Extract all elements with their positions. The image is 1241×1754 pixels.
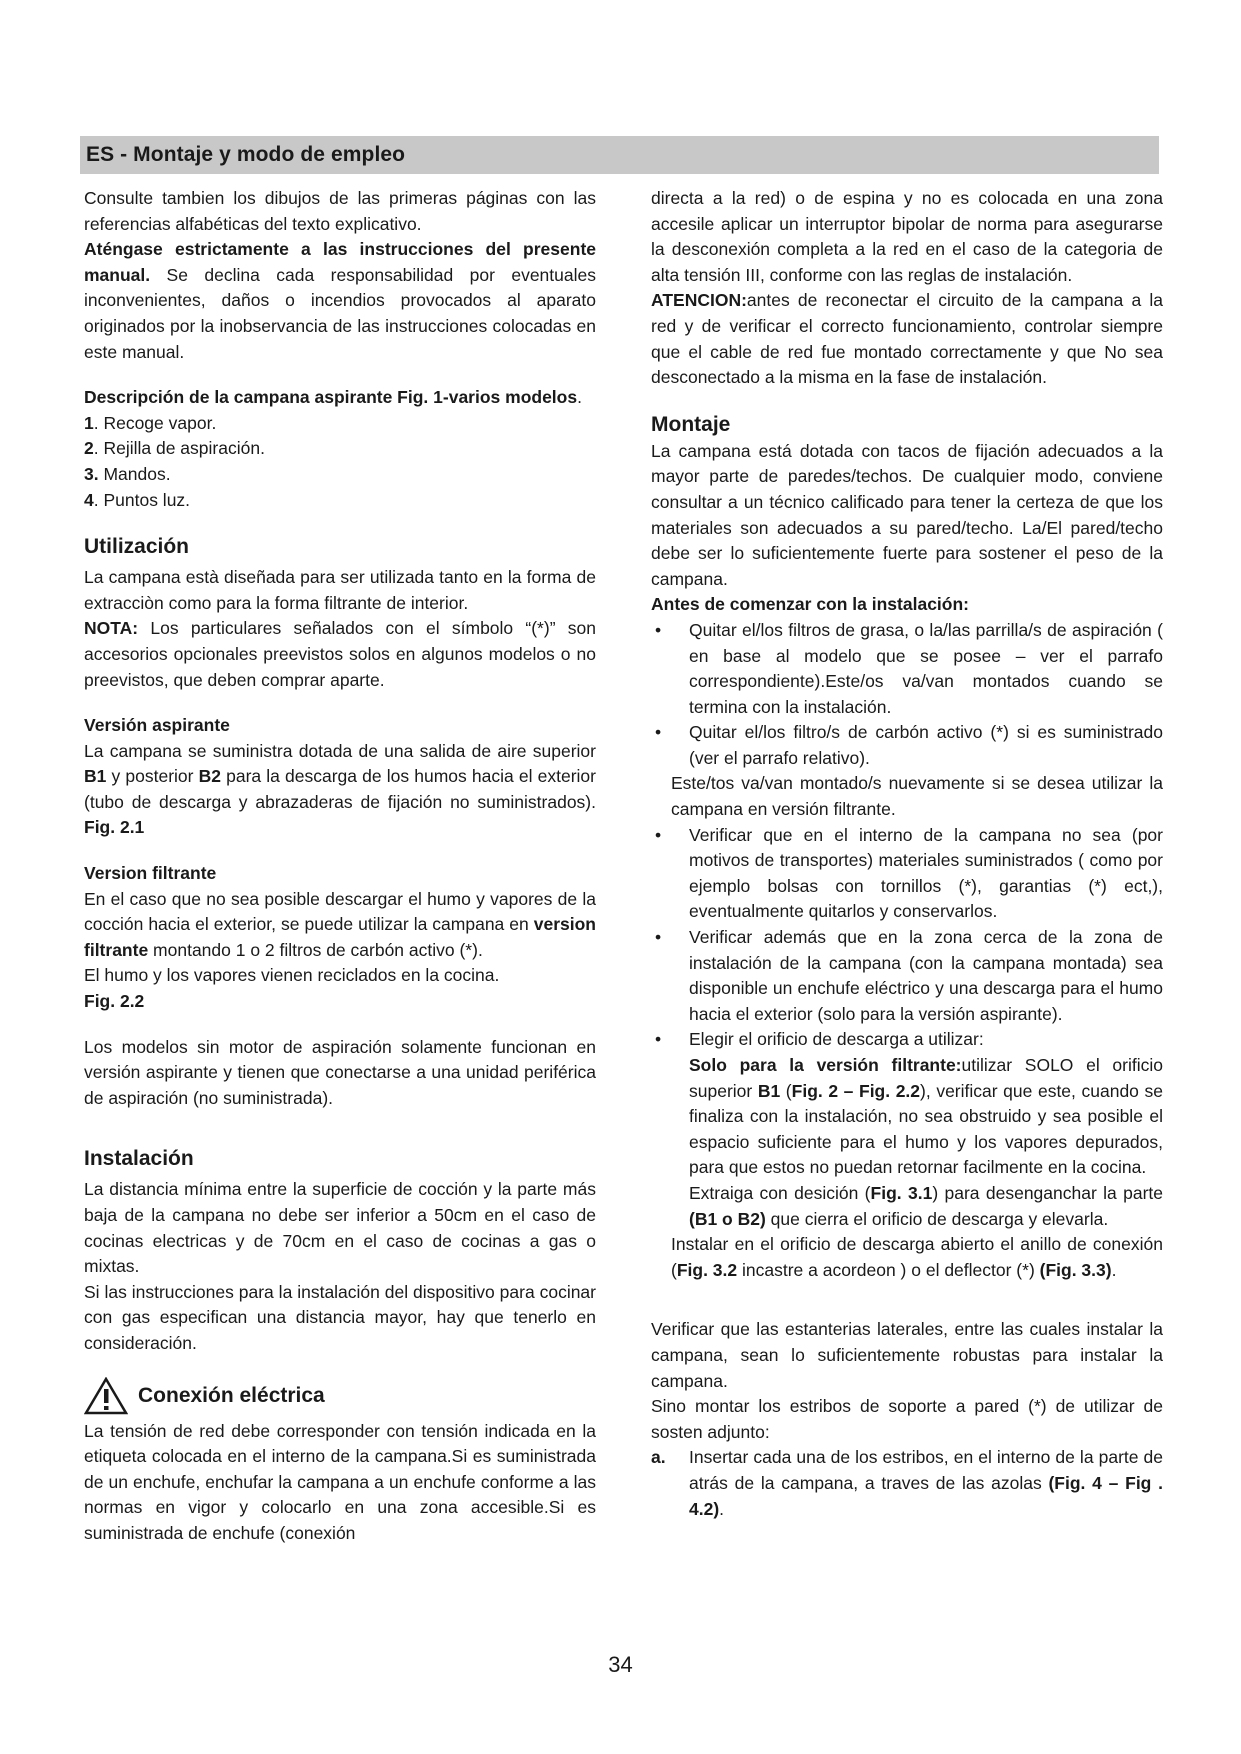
list-item: • Quitar el/los filtro/s de carbón activo (*) si es suministrado (ver el parrafo relativo). <box>655 722 1163 768</box>
list-item: • Quitar el/los filtros de grasa, o la/las parrilla/s de aspiración ( en base al modelo que se posee – ver el parrafo correspondiente).Este/os va/van montados cuando se termina con la instalación. <box>655 619 1163 717</box>
instalar-text: Instalar en el orificio de descarga abierto el anillo de conexión (Fig. 3.2 incastre a acordeon ) o el deflector (*) (Fig. 3.3). <box>671 1234 1163 1280</box>
utilizacion-text: La campana està diseñada para ser utilizada tanto en la forma de extracciòn como para la forma filtrante de interior. <box>84 567 596 613</box>
section-title: ES - Montaje y modo de empleo <box>86 143 406 166</box>
intro-paragraph: Consulte tambien los dibujos de las primeras páginas con las referencias alfabéticas del texto explicativo. <box>84 188 596 234</box>
atencion-text: ATENCION:antes de reconectar el circuito de la campana a la red y de verificar el correcto funcionamiento, controlar siempre que el cable de red fue montado correctamente y que No sea desconectado a la misma en la fase de instalación. <box>651 290 1163 388</box>
filtrante-text: En el caso que no sea posible descargar el humo y vapores de la cocción hacia el exterior, se puede utilizar la campana en version filtrante montando 1 o 2 filtros de carbón activo (*). <box>84 888 596 960</box>
list-item: a. Insertar cada una de los estribos, en el interno de la parte de atrás de la campana, a traves de las azolas (Fig. 4 – Fig . 4.2). <box>651 1447 1163 1519</box>
description-list <box>84 411 596 513</box>
conexion-text: La tensión de red debe corresponder con tensión indicada en la etiqueta colocada en el interno de la campana.Si es suministrada de un enchufe, enchufar la campana a un enchufe conforme a las normas en vigor y colocarlo en una zona accesible.Si es suministrada de enchufe (conexión <box>84 1420 596 1543</box>
models-text: Los modelos sin motor de aspiración solamente funcionan en versión aspirante y tienen que conectarse a una unidad periférica de aspiración (no suministrada). <box>84 1036 596 1108</box>
left-column <box>84 186 596 1547</box>
warning-icon <box>84 1377 128 1415</box>
sino-text: Sino montar los estribos de soporte a pared (*) de utilizar de sosten adjunto: <box>651 1396 1163 1442</box>
montaje-text: La campana está dotada con tacos de fijación adecuados a la mayor parte de paredes/techos. De cualquier modo, conviene consultar a un técnico calificado para tener la certeza de que los materiales son adecuados a su pared/techo. La/El pared/techo debe ser lo suficientemente fuerte para sostener el peso de la campana. <box>651 440 1163 589</box>
list-item: • Verificar que en el interno de la campana no sea (por motivos de transportes) materiales suministrados ( como por ejemplo bolsas con tornillos (*), garantias (*) ect,), eventualmente quitarlos y conservarlos. <box>655 824 1163 922</box>
instalacion-heading: Instalación <box>84 1147 194 1171</box>
aspirante-heading: Versión aspirante <box>84 715 230 736</box>
filtrante-fig: Fig. 2.2 <box>84 991 145 1012</box>
nota-text: NOTA: Los particulares señalados con el símbolo “(*)” son accesorios opcionales preevistos solos en algunos modelos o no preevistos, que deben comprar aparte. <box>84 618 596 690</box>
description-heading: Descripción de la campana aspirante Fig. 1-varios modelos. <box>84 387 582 408</box>
filtrante-heading: Version filtrante <box>84 863 217 884</box>
list-item: 4. Puntos luz. <box>84 489 191 510</box>
montaje-heading: Montaje <box>651 412 731 436</box>
verificar-text: Verificar que las estanterias laterales, entre las cuales instalar la campana, sean lo suficientemente robustas para instalar la campana. <box>651 1319 1163 1391</box>
extraiga-text: Extraiga con desición (Fig. 3.1) para desenganchar la parte (B1 o B2) que cierra el orificio de descarga y elevarla. <box>689 1182 1164 1229</box>
list-item-continued: Este/tos va/van montado/s nuevamente si se desea utilizar la campana en versión filtrante. <box>671 773 1163 820</box>
list-item: • Verificar además que en la zona cerca de la zona de instalación de la campana (con la campana montada) sea disponible un enchufe eléctrico y una descarga para el humo hacia el exterior (solo para la versión aspirante). <box>655 927 1163 1024</box>
list-item: • Elegir el orificio de descarga a utilizar: <box>655 1029 984 1050</box>
list-item: 3. Mandos. <box>84 463 171 484</box>
utilizacion-heading: Utilización <box>84 535 190 559</box>
list-item: 2. Rejilla de aspiración. <box>84 438 265 459</box>
conexion-heading: Conexión eléctrica <box>84 1377 596 1415</box>
solo-filtrante-text: Solo para la versión filtrante:utilizar SOLO el orificio superior B1 (Fig. 2 – Fig. 2.2), verificar que este, cuando se finaliza con la instalación, no sea obstruido y sea posible el espacio suficiente para el humo y los vapores depurados, para que estos no puedan retornar facilmente en la cocina. <box>689 1055 1163 1178</box>
instalacion-text-1: La distancia mínima entre la superficie de cocción y la parte más baja de la campana no debe ser inferior a 50cm en el caso de cocinas electricas y de 70cm en el caso de cocinas a gas o mixtas. <box>84 1179 596 1277</box>
list-item: 1. Recoge vapor. <box>84 412 217 433</box>
right-column <box>651 186 1163 1522</box>
aspirante-text: La campana se suministra dotada de una salida de aire superior B1 y posterior B2 para la descarga de los humos hacia el exterior (tubo de descarga y abrazaderas de fijación no suministrados). Fig. 2.1 <box>84 740 596 838</box>
instalacion-text-2: Si las instrucciones para la instalación del dispositivo para cocinar con gas especifican una distancia mayor, hay que tenerlo en consideración. <box>84 1281 596 1353</box>
filtrante-recycle: El humo y los vapores vienen reciclados en la cocina. <box>84 965 500 986</box>
page-number: 34 <box>608 1652 633 1677</box>
intro-warning: Aténgase estrictamente a las instrucciones del presente manual. Se declina cada responsabilidad por eventuales inconvenientes, daños o incendios provocados al aparato originados por la inobservancia de las instrucciones colocadas en este manual. <box>84 239 596 362</box>
conexion-continued: directa a la red) o de espina y no es colocada en una zona accesile aplicar un interruptor bipolar de norma para asegurarse la desconexión completa a la red en el caso de la categoria de alta tensión III, conforme con las reglas de instalación. <box>651 188 1163 285</box>
antes-heading: Antes de comenzar con la instalación: <box>651 594 969 615</box>
